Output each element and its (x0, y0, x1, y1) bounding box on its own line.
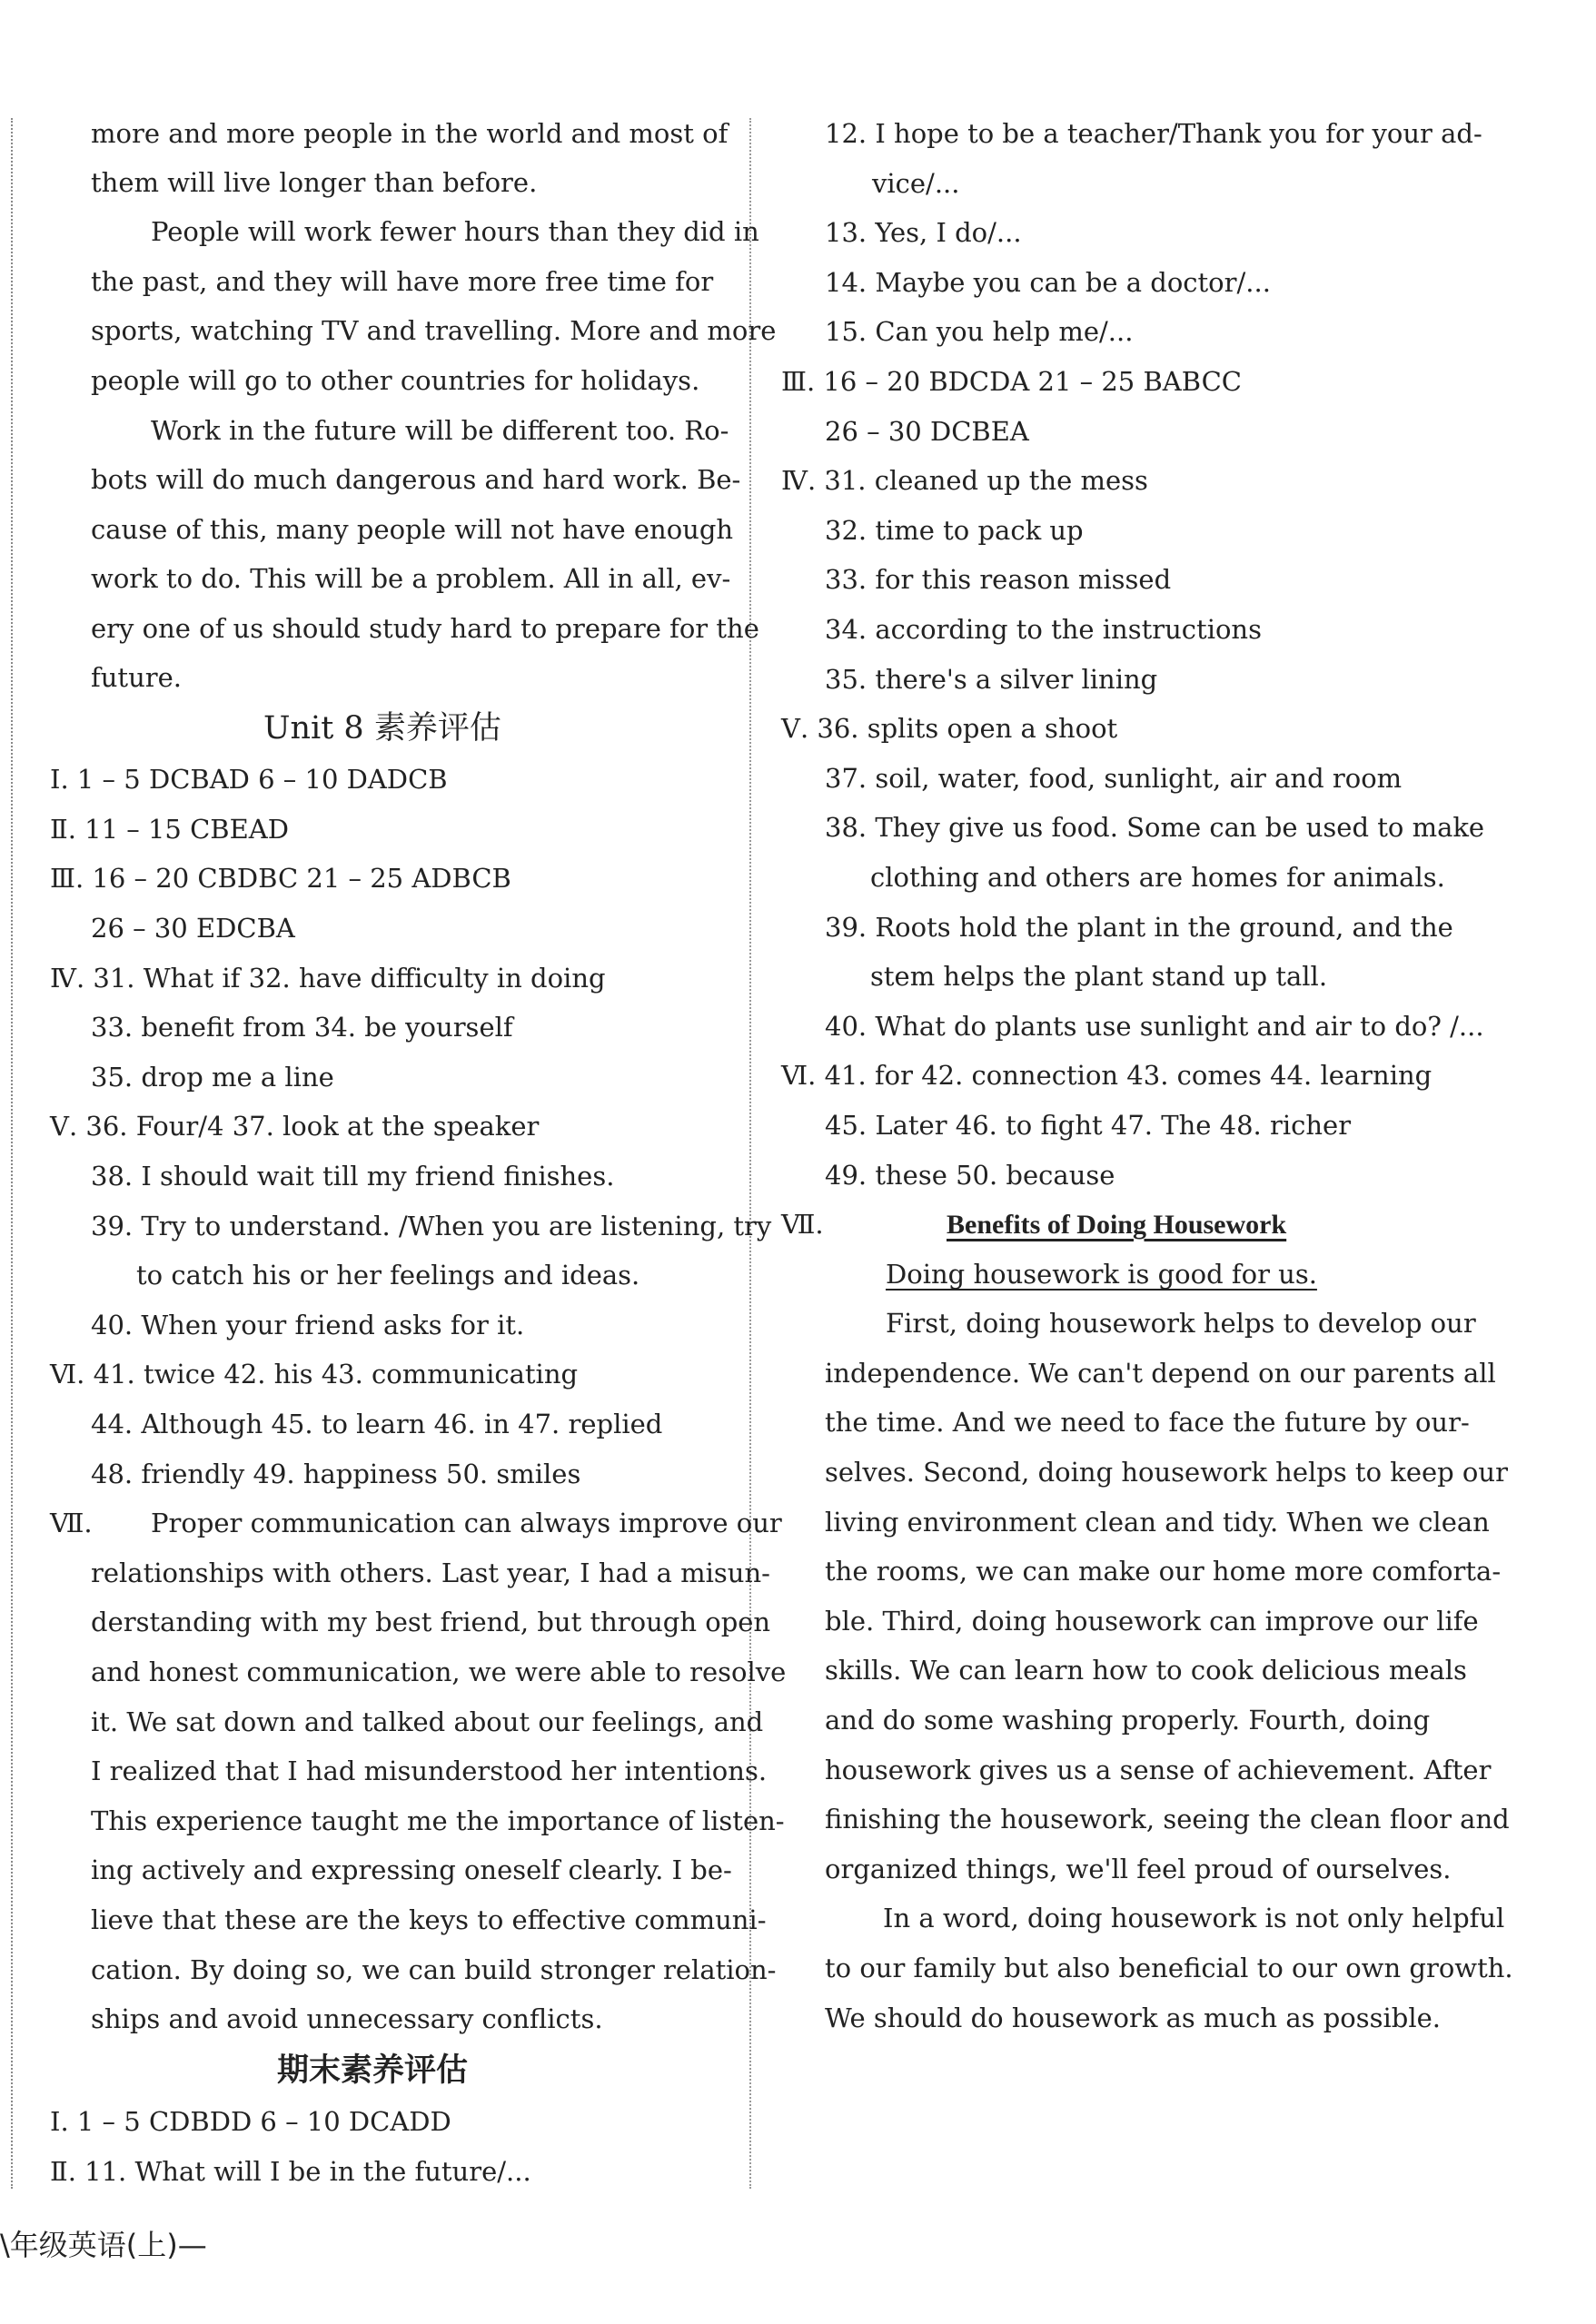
essay-line: In a word, doing housework is not only helpful (883, 1903, 1505, 1933)
answer-line: vice/... (872, 168, 960, 199)
answer-line: stem helps the plant stand up tall. (870, 961, 1328, 992)
essay-line: independence. We can't depend on our parents all (825, 1358, 1496, 1389)
answer-line: 45. Later 46. to fight 47. The 48. richer (825, 1110, 1352, 1141)
left-margin-dots (11, 118, 13, 2189)
section-label: Ⅶ. (50, 1508, 93, 1538)
column-divider (749, 118, 751, 2189)
para-line: sports, watching TV and travelling. More and more (91, 315, 777, 346)
final-title: 期末素养评估 (277, 2052, 469, 2089)
answer-line: 14. Maybe you can be a doctor/... (825, 267, 1271, 298)
para-line: future. (91, 662, 182, 693)
answer-line: Ⅵ. 41. twice 42. his 43. communicating (50, 1359, 579, 1389)
para-line: People will work fewer hours than they did in (151, 216, 759, 247)
essay-line: and honest communication, we were able to resolve (91, 1656, 787, 1687)
essay-line: First, doing housework helps to develop our (886, 1308, 1476, 1339)
essay-line: This experience taught me the importance of listen- (91, 1805, 785, 1836)
answer-line: 15. Can you help me/... (825, 316, 1134, 347)
answer-line: to catch his or her feelings and ideas. (136, 1260, 640, 1291)
essay-line: the time. And we need to face the future by our- (825, 1407, 1470, 1438)
essay-line: it. We sat down and talked about our feelings, and (91, 1706, 764, 1737)
essay-line: finishing the housework, seeing the clean floor and (825, 1804, 1510, 1834)
answer-line: Ⅳ. 31. What if 32. have difficulty in doing (50, 963, 606, 994)
page-footer: \年级英语(上)— (0, 2228, 207, 2262)
essay-line: We should do housework as much as possible. (825, 2003, 1441, 2033)
answer-line: 38. They give us food. Some can be used to make (825, 812, 1485, 843)
answer-line: 33. for this reason missed (825, 564, 1172, 595)
answer-line: 39. Try to understand. /When you are listening, try (91, 1211, 772, 1241)
para-line: them will live longer than before. (91, 167, 538, 198)
answer-line: Ⅲ. 16 – 20 CBDBC 21 – 25 ADBCB (50, 863, 511, 894)
answer-line: Ⅱ. 11. What will I be in the future/... (50, 2156, 531, 2187)
essay-title: Benefits of Doing Housework (947, 1210, 1287, 1240)
essay-intro: Doing housework is good for us. (886, 1259, 1317, 1290)
answer-line: Ⅰ. 1 – 5 DCBAD 6 – 10 DADCB (50, 764, 448, 795)
answer-line: 49. these 50. because (825, 1160, 1115, 1191)
answer-line: 38. I should wait till my friend finishes. (91, 1161, 615, 1192)
answer-line: 32. time to pack up (825, 515, 1084, 546)
para-line: Work in the future will be different too. Ro- (151, 415, 729, 446)
essay-line: lieve that these are the keys to effective communi- (91, 1904, 767, 1935)
answer-line: Ⅳ. 31. cleaned up the mess (781, 465, 1148, 496)
essay-line: skills. We can learn how to cook delicious meals (825, 1655, 1467, 1686)
essay-line: derstanding with my best friend, but through open (91, 1607, 771, 1637)
para-line: bots will do much dangerous and hard work. Be- (91, 464, 741, 495)
essay-line: organized things, we'll feel proud of ourselves. (825, 1854, 1452, 1884)
para-line: more and more people in the world and most of (91, 118, 729, 149)
answer-line: 26 – 30 DCBEA (825, 416, 1029, 447)
essay-line: relationships with others. Last year, I had a misun- (91, 1558, 770, 1588)
answer-line: 12. I hope to be a teacher/Thank you for your ad- (825, 118, 1482, 149)
para-line: people will go to other countries for holidays. (91, 365, 700, 396)
essay-line: the rooms, we can make our home more comforta- (825, 1556, 1502, 1587)
answer-line: 40. What do plants use sunlight and air to do? /... (825, 1011, 1484, 1042)
essay-line: ing actively and expressing oneself clearly. I be- (91, 1854, 732, 1885)
answer-line: 37. soil, water, food, sunlight, air and room (825, 763, 1403, 794)
section-label: Ⅶ. (781, 1209, 824, 1240)
unit8-title: Unit 8 素养评估 (263, 710, 501, 747)
answer-line: Ⅵ. 41. for 42. connection 43. comes 44. learning (781, 1060, 1432, 1091)
answer-line: 34. according to the instructions (825, 614, 1262, 645)
para-line: cause of this, many people will not have enough (91, 514, 734, 545)
answer-line: clothing and others are homes for animals. (870, 862, 1445, 893)
para-line: work to do. This will be a problem. All in all, ev- (91, 563, 731, 594)
answer-line: Ⅴ. 36. splits open a shoot (781, 713, 1118, 744)
answer-line: 13. Yes, I do/... (825, 217, 1022, 248)
essay-line: and do some washing properly. Fourth, doing (825, 1705, 1431, 1736)
para-line: ery one of us should study hard to prepare for the (91, 613, 759, 644)
answer-line: Ⅲ. 16 – 20 BDCDA 21 – 25 BABCC (781, 366, 1242, 397)
essay-line: ships and avoid unnecessary conflicts. (91, 2003, 603, 2034)
essay-line: living environment clean and tidy. When we clean (825, 1507, 1490, 1538)
answer-line: Ⅱ. 11 – 15 CBEAD (50, 814, 289, 845)
answer-line: 26 – 30 EDCBA (91, 913, 295, 944)
essay-line: to our family but also beneficial to our own growth. (825, 1953, 1513, 1983)
essay-line: Proper communication can always improve our (151, 1508, 782, 1538)
para-line: the past, and they will have more free time for (91, 266, 714, 297)
essay-line: ble. Third, doing housework can improve our life (825, 1606, 1479, 1637)
essay-line: cation. By doing so, we can build stronger relation- (91, 1954, 777, 1985)
answer-line: 39. Roots hold the plant in the ground, and the (825, 912, 1453, 943)
answer-line: 33. benefit from 34. be yourself (91, 1012, 513, 1043)
essay-line: housework gives us a sense of achievement. After (825, 1755, 1492, 1785)
essay-line: selves. Second, doing housework helps to keep our (825, 1457, 1508, 1488)
answer-line: Ⅴ. 36. Four/4 37. look at the speaker (50, 1111, 540, 1142)
answer-line: 35. drop me a line (91, 1062, 334, 1093)
answer-line: 35. there's a silver lining (825, 664, 1158, 695)
answer-line: Ⅰ. 1 – 5 CDBDD 6 – 10 DCADD (50, 2106, 451, 2137)
answer-line: 48. friendly 49. happiness 50. smiles (91, 1459, 581, 1489)
answer-line: 44. Although 45. to learn 46. in 47. replied (91, 1409, 663, 1439)
answer-line: 40. When your friend asks for it. (91, 1310, 525, 1340)
essay-line: I realized that I had misunderstood her intentions. (91, 1755, 768, 1786)
